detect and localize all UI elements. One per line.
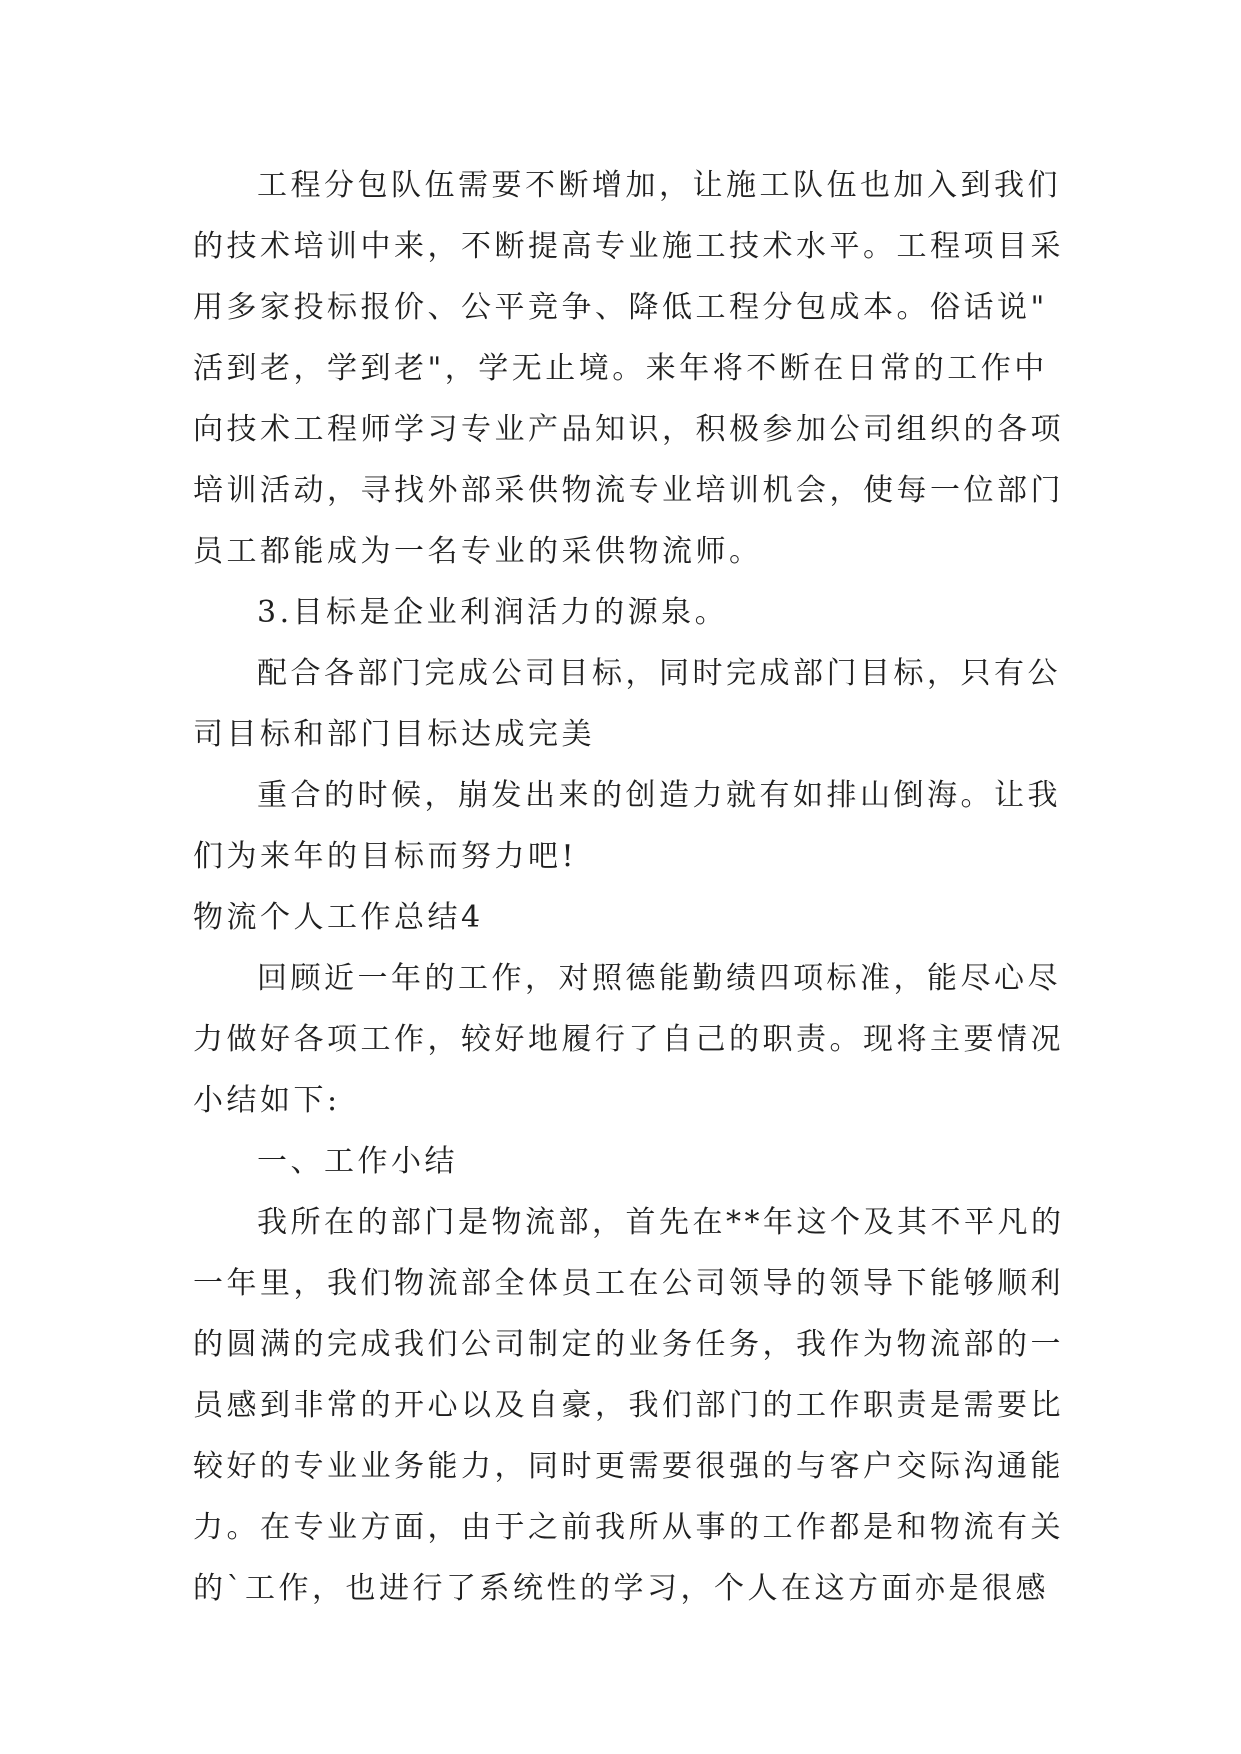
text-line: 员感到非常的开心以及自豪，我们部门的工作职责是需要比	[193, 1388, 1064, 1423]
text-line: 培训活动，寻找外部采供物流专业培训机会，使每一位部门	[193, 473, 1064, 508]
text-line: 力。在专业方面，由于之前我所从事的工作都是和物流有关	[193, 1510, 1064, 1545]
text-line: 回顾近一年的工作，对照德能勤绩四项标准，能尽心尽	[257, 961, 1061, 996]
text-line: 的`工作，也进行了系统性的学习，个人在这方面亦是很感	[193, 1571, 1049, 1606]
text-line: 向技术工程师学习专业产品知识，积极参加公司组织的各项	[193, 412, 1064, 447]
text-line: 我所在的部门是物流部，首先在**年这个及其不平凡的	[257, 1205, 1065, 1240]
text-line: 力做好各项工作，较好地履行了自己的职责。现将主要情况	[193, 1022, 1064, 1057]
text-line: 3.目标是企业利润活力的源泉。	[257, 595, 729, 630]
text-line: 重合的时候，崩发出来的创造力就有如排山倒海。让我	[257, 778, 1061, 813]
text-line: 的技术培训中来，不断提高专业施工技术水平。工程项目采	[193, 229, 1064, 264]
text-line: 们为来年的目标而努力吧!	[193, 839, 578, 874]
text-line: 的圆满的完成我们公司制定的业务任务，我作为物流部的一	[193, 1327, 1064, 1362]
text-line: 员工都能成为一名专业的采供物流师。	[193, 534, 763, 569]
text-line: 小结如下:	[193, 1083, 341, 1118]
text-line: 较好的专业业务能力，同时更需要很强的与客户交际沟通能	[193, 1449, 1064, 1484]
text-line: 配合各部门完成公司目标，同时完成部门目标，只有公	[257, 656, 1061, 691]
text-line: 活到老，学到老"，学无止境。来年将不断在日常的工作中	[193, 351, 1048, 386]
section-heading: 物流个人工作总结4	[193, 900, 484, 935]
text-line: 用多家投标报价、公平竞争、降低工程分包成本。俗话说"	[193, 290, 1048, 325]
text-line: 一年里，我们物流部全体员工在公司领导的领导下能够顺利	[193, 1266, 1064, 1301]
document-body	[193, 155, 1065, 1619]
subsection-heading: 一、工作小结	[257, 1144, 458, 1179]
text-line: 司目标和部门目标达成完美	[193, 717, 595, 752]
text-line: 工程分包队伍需要不断增加，让施工队伍也加入到我们	[257, 168, 1061, 203]
